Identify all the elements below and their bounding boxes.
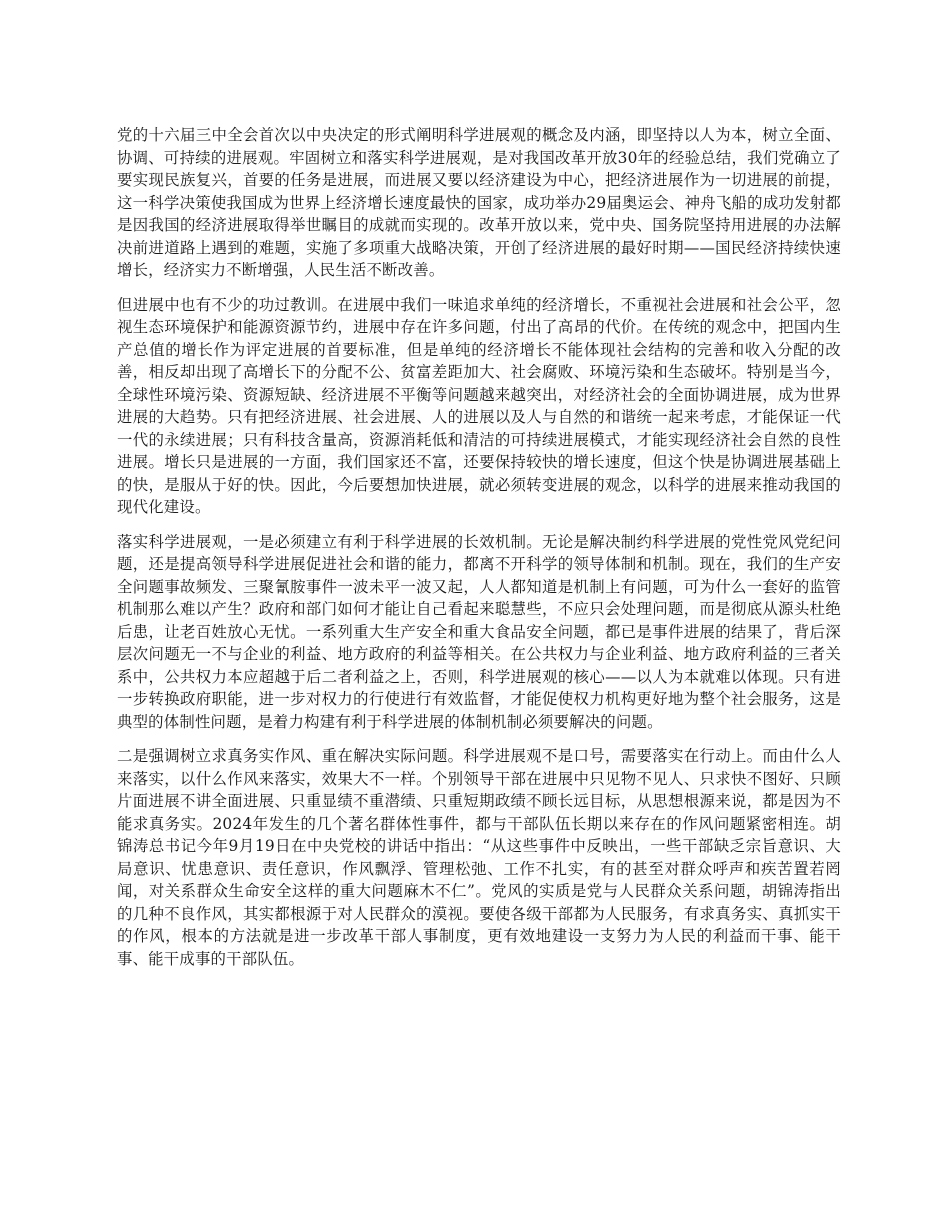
paragraph-1: 党的十六届三中全会首次以中央决定的形式阐明科学进展观的概念及内涵，即坚持以人为本，树立全面、协调、可持续的进展观。牢固树立和落实科学进展观，是对我国改革开放30年的经验总结，我们党确立了要实现民族复兴，首要的任务是进展，而进展又要以经济建设为中心，把经济进展作为一切进展的前提，这一科学决策使我国成为世界上经济增长速度最快的国家，成功举办29届奥运会、神舟飞船的成功发射都是因我国的经济进展取得举世瞩目的成就而实现的。改革开放以来，党中央、国务院坚持用进展的办法解决前进道路上遇到的难题，实施了多项重大战略决策，开创了经济进展的最好时期——国民经济持续快速增长，经济实力不断增强，人民生活不断改善。 (117, 126, 841, 279)
paragraph-3: 落实科学进展观，一是必须建立有利于科学进展的长效机制。无论是解决制约科学进展的党性党风党纪问题，还是提高领导科学进展促进社会和谐的能力，都离不开科学的领导体制和机制。现在，我们的生产安全问题事故频发、三聚氰胺事件一波未平一波又起，人人都知道是机制上有问题，可为什么一套好的监管机制那么难以产生？政府和部门如何才能让自己看起来聪慧些，不应只会处理问题，而是彻底从源头杜绝后患，让老百姓放心无忧。一系列重大生产安全和重大食品安全问题，都已是事件进展的结果了，背后深层次问题无一不与企业的利益、地方政府的利益等相关。在公共权力与企业利益、地方政府利益的三者关系中，公共权力本应超越于后二者利益之上，否则，科学进展观的核心——以人为本就难以体现。只有进一步转换政府职能，进一步对权力的行使进行有效监督，才能促使权力机构更好地为整个社会服务，这是典型的体制性问题，是着力构建有利于科学进展的体制机制必须要解决的问题。 (117, 532, 841, 731)
paragraph-4: 二是强调树立求真务实作风、重在解决实际问题。科学进展观不是口号，需要落实在行动上。而由什么人来落实，以什么作风来落实，效果大不一样。个别领导干部在进展中只见物不见人、只求快不图好、只顾片面进展不讲全面进展、只重显绩不重潜绩、只重短期政绩不顾长远目标，从思想根源来说，都是因为不能求真务实。2024年发生的几个著名群体性事件，都与干部队伍长期以来存在的作风问题紧密相连。胡锦涛总书记今年9月19日在中央党校的讲话中指出：“从这些事件中反映出，一些干部缺乏宗旨意识、大局意识、忧患意识、责任意识，作风飘浮、管理松弛、工作不扎实，有的甚至对群众呼声和疾苦置若罔闻，对关系群众生命安全这样的重大问题麻木不仁”。党风的实质是党与人民群众关系问题，胡锦涛指出的几种不良作风，其实都根源于对人民群众的漠视。要使各级干部都为人民服务，有求真务实、真抓实干的作风，根本的方法就是进一步改革干部人事制度，更有效地建设一支努力为人民的利益而干事、能干事、能干成事的干部队伍。 (117, 747, 841, 968)
paragraph-2: 但进展中也有不少的功过教训。在进展中我们一味追求单纯的经济增长，不重视社会进展和社会公平，忽视生态环境保护和能源资源节约，进展中存在许多问题，付出了高昂的代价。在传统的观念中，把国内生产总值的增长作为评定进展的首要标准，但是单纯的经济增长不能体现社会结构的完善和收入分配的改善，相反却出现了高增长下的分配不公、贫富差距加大、社会腐败、环境污染和生态破坏。特别是当今，全球性环境污染、资源短缺、经济进展不平衡等问题越来越突出，对经济社会的全面协调进展，成为世界进展的大趋势。只有把经济进展、社会进展、人的进展以及人与自然的和谐统一起来考虑，才能保证一代一代的永续进展；只有科技含量高，资源消耗低和清洁的可持续进展模式，才能实现经济社会自然的良性进展。增长只是进展的一方面，我们国家还不富，还要保持较快的增长速度，但这个快是协调进展基础上的快，是服从于好的快。因此，今后要想加快进展，就必须转变进展的观念，以科学的进展来推动我国的现代化建设。 (117, 295, 841, 516)
document-body (117, 124, 841, 982)
